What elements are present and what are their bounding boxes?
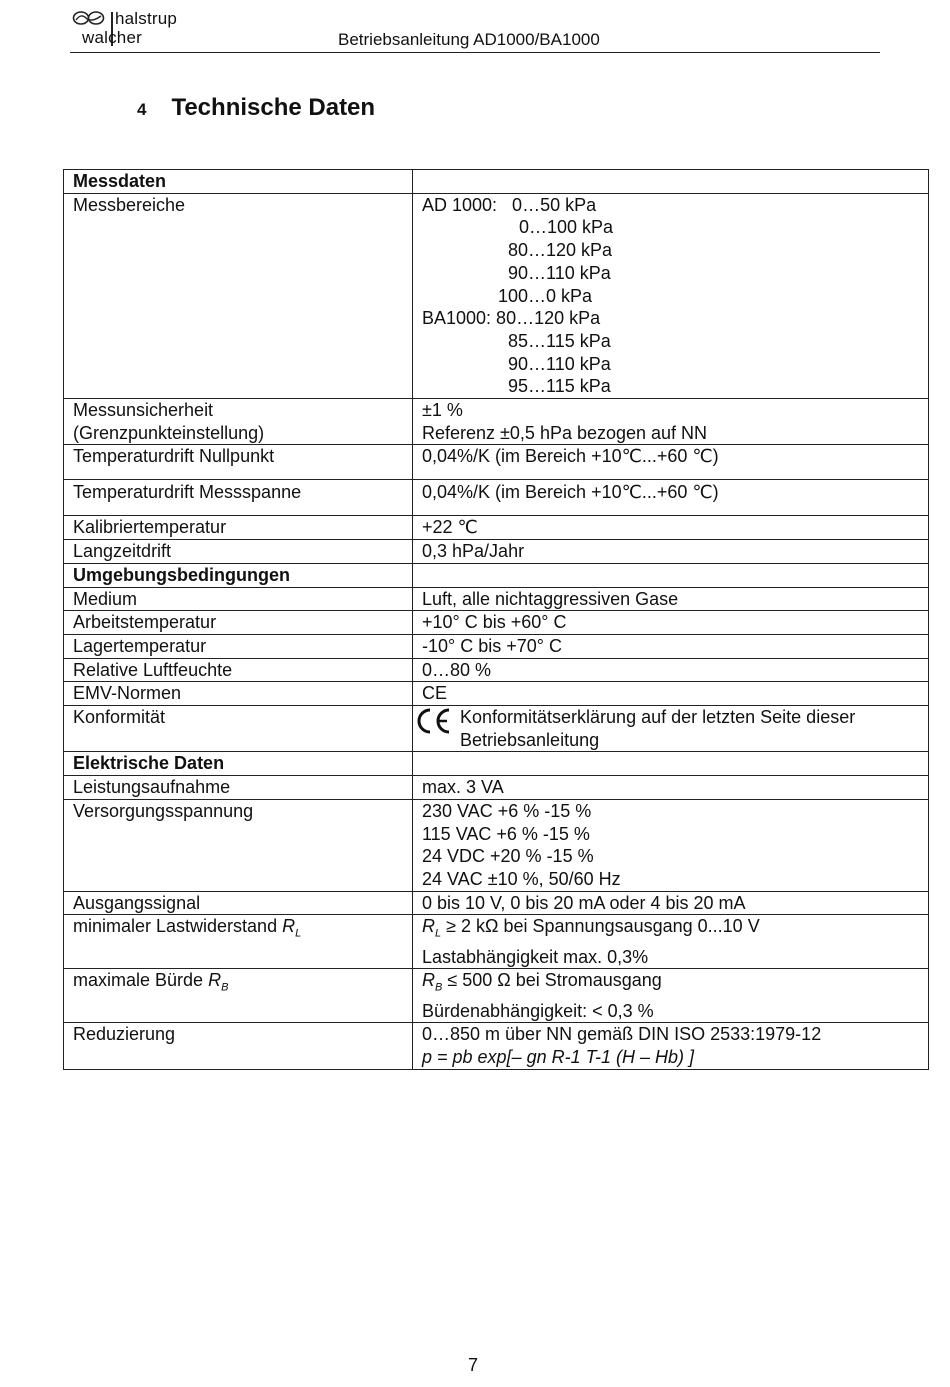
value-leistungsaufnahme: max. 3 VA [413, 776, 929, 800]
section-number: 4 [137, 100, 147, 119]
section-label-umgebungsbedingungen: Umgebungsbedingungen [64, 563, 413, 587]
range-line: 80…120 kPa [508, 240, 613, 261]
value-line: ≥ 2 kΩ bei Spannungsausgang 0...10 V [446, 916, 760, 937]
label-versorgungsspannung: Versorgungsspannung [64, 799, 413, 891]
value-line: Referenz ±0,5 hPa bezogen auf NN [422, 422, 708, 443]
value-line: Konformitätserklärung auf der letzten Seite dieser [460, 707, 856, 728]
section-label-messdaten: Messdaten [64, 170, 413, 194]
document-title: Betriebsanleitung AD1000/BA1000 [338, 30, 600, 49]
range-line: 85…115 kPa [508, 330, 611, 351]
table-row [64, 587, 929, 611]
label-emv-normen: EMV-Normen [64, 682, 413, 706]
page-header [70, 8, 880, 53]
range-line: 0…100 kPa [519, 217, 614, 238]
logo-loops-icon [72, 10, 106, 26]
label-buerde [64, 969, 413, 1023]
label-leistungsaufnahme: Leistungsaufnahme [64, 776, 413, 800]
value-line: 24 VDC +20 % -15 % [422, 846, 594, 867]
symbol-r: R [282, 916, 296, 937]
symbol-subscript: B [221, 981, 229, 994]
table-row [64, 1023, 929, 1069]
table-row [64, 634, 929, 658]
table-row [64, 915, 929, 969]
range-line: 95…115 kPa [508, 376, 611, 397]
label-line: Messunsicherheit [73, 400, 214, 421]
formula: p = pb exp[– gn R-1 T-1 (H – Hb) ] [422, 1047, 694, 1068]
table-row [64, 445, 929, 480]
value-line: 24 VAC ±10 %, 50/60 Hz [422, 868, 621, 889]
value-temperaturdrift-messspanne: 0,04%/K (im Bereich +10℃...+60 ℃) [413, 480, 929, 516]
range-line: 90…110 kPa [508, 353, 611, 374]
value-messunsicherheit [413, 399, 929, 445]
value-buerde [413, 969, 929, 1023]
spec-table [63, 169, 929, 1070]
section-label-elektrische-daten: Elektrische Daten [64, 752, 413, 776]
table-row [64, 611, 929, 635]
table-row [64, 752, 929, 776]
label-text: maximale Bürde [73, 970, 204, 991]
value-temperaturdrift-nullpunkt: 0,04%/K (im Bereich +10℃...+60 ℃) [413, 445, 929, 480]
value-line: Bürdenabhängigkeit: < 0,3 % [422, 1000, 654, 1021]
empty-cell [413, 170, 929, 194]
label-luftfeuchte: Relative Luftfeuchte [64, 658, 413, 682]
page-number: 7 [468, 1355, 479, 1375]
table-row [64, 540, 929, 564]
label-line: (Grenzpunkteinstellung) [73, 422, 265, 443]
symbol-subscript: L [295, 927, 302, 940]
table-row [64, 563, 929, 587]
table-row [64, 658, 929, 682]
value-line: Lastabhängigkeit max. 0,3% [422, 946, 649, 967]
value-langzeitdrift: 0,3 hPa/Jahr [413, 540, 929, 564]
empty-cell [413, 563, 929, 587]
section-title: Technische Daten [171, 94, 376, 121]
value-medium: Luft, alle nichtaggressiven Gase [413, 587, 929, 611]
label-ausgangssignal: Ausgangssignal [64, 891, 413, 915]
value-lastwiderstand [413, 915, 929, 969]
range-line: AD 1000: 0…50 kPa [422, 194, 597, 215]
symbol-subscript: B [435, 981, 443, 994]
value-konformitaet [413, 706, 929, 752]
label-messunsicherheit [64, 399, 413, 445]
value-arbeitstemperatur: +10° C bis +60° C [413, 611, 929, 635]
table-row [64, 682, 929, 706]
label-text: minimaler Lastwiderstand [73, 916, 278, 937]
value-line: Betriebsanleitung [460, 729, 600, 750]
label-reduzierung: Reduzierung [64, 1023, 413, 1069]
table-row [64, 399, 929, 445]
symbol-r: R [208, 970, 222, 991]
label-messbereiche: Messbereiche [64, 193, 413, 398]
table-row [64, 706, 929, 752]
symbol-subscript: L [435, 927, 442, 940]
label-lagertemperatur: Lagertemperatur [64, 634, 413, 658]
empty-cell [413, 752, 929, 776]
label-temperaturdrift-messspanne: Temperaturdrift Messspanne [64, 480, 413, 516]
value-lagertemperatur: -10° C bis +70° C [413, 634, 929, 658]
table-row [64, 480, 929, 516]
table-row [64, 891, 929, 915]
symbol-r: R [422, 916, 435, 937]
label-medium: Medium [64, 587, 413, 611]
label-konformitaet: Konformität [64, 706, 413, 752]
value-emv-normen: CE [413, 682, 929, 706]
range-line: 100…0 kPa [498, 285, 593, 306]
table-row [64, 776, 929, 800]
value-ausgangssignal: 0 bis 10 V, 0 bis 20 mA oder 4 bis 20 mA [413, 891, 929, 915]
logo-text-halstrup: halstrup [115, 9, 178, 28]
value-line: 230 VAC +6 % -15 % [422, 800, 592, 821]
value-versorgungsspannung [413, 799, 929, 891]
table-row [64, 170, 929, 194]
company-logo [72, 8, 192, 50]
range-line: 90…110 kPa [508, 262, 611, 283]
logo-text-walcher: walcher [82, 28, 142, 47]
label-langzeitdrift: Langzeitdrift [64, 540, 413, 564]
value-line: 0…850 m über NN gemäß DIN ISO 2533:1979-12 [422, 1024, 822, 1045]
table-row [64, 516, 929, 540]
value-messbereiche [413, 193, 929, 398]
table-row [64, 969, 929, 1023]
range-line: BA1000: 80…120 kPa [422, 308, 601, 329]
label-kalibriertemperatur: Kalibriertemperatur [64, 516, 413, 540]
value-line: ≤ 500 Ω bei Stromausgang [447, 970, 662, 991]
value-luftfeuchte: 0…80 % [413, 658, 929, 682]
value-line: 115 VAC +6 % -15 % [422, 823, 590, 844]
table-row [64, 193, 929, 398]
label-lastwiderstand [64, 915, 413, 969]
ce-mark-icon [414, 706, 454, 736]
section-heading [137, 94, 375, 122]
value-reduzierung [413, 1023, 929, 1069]
label-arbeitstemperatur: Arbeitstemperatur [64, 611, 413, 635]
label-temperaturdrift-nullpunkt: Temperaturdrift Nullpunkt [64, 445, 413, 480]
value-kalibriertemperatur: +22 ℃ [413, 516, 929, 540]
table-row [64, 799, 929, 891]
symbol-r: R [422, 970, 435, 991]
value-line: ±1 % [422, 400, 463, 421]
